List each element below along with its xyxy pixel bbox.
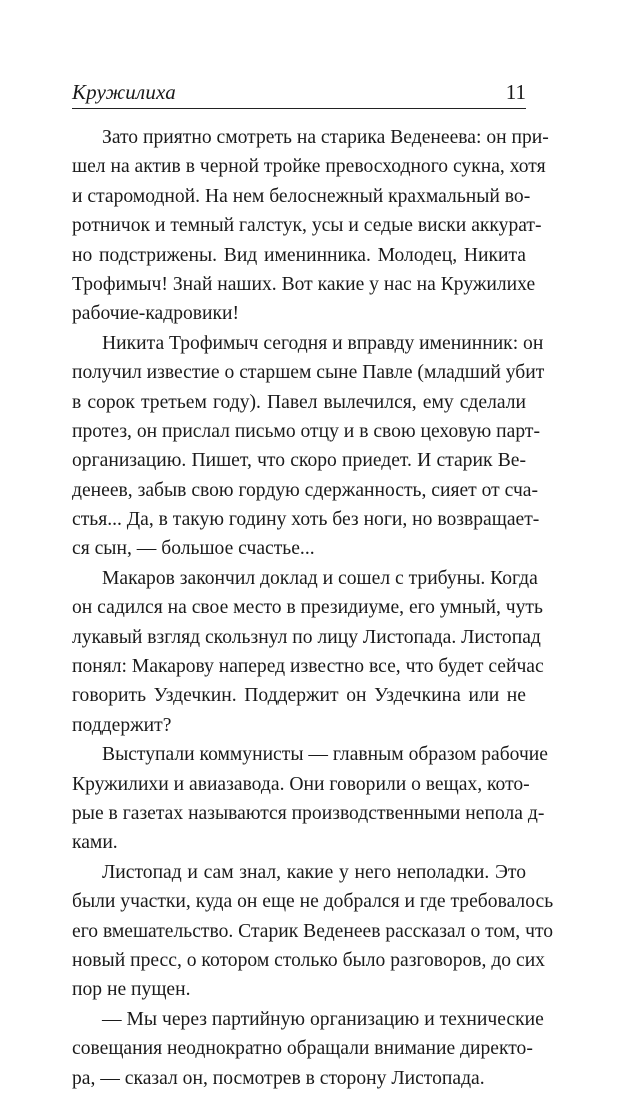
text-line: новый пресс, о котором столько было разговоров, до сих (72, 949, 545, 971)
text-line: ротничок и темный галстук, усы и седые виски аккурат- (72, 215, 542, 237)
text-line: ся сын, — большое счастье... (72, 538, 315, 560)
text-line: денеев, забыв свою гордую сдержанность, сияет от сча- (72, 479, 539, 501)
text-line: рабочие-кадровики! (72, 303, 240, 325)
text-line: в сорок третьем году). Павел вылечился, ему сделали (72, 391, 526, 413)
text-line: понял: Макарову наперед известно все, что будет сейчас (72, 656, 544, 678)
text-line: протез, он прислал письмо отцу и в свою цеховую парт- (72, 420, 540, 442)
text-line: — Мы через партийную организацию и технические (102, 1008, 544, 1030)
text-line: совещания неоднократно обращали внимание директо- (72, 1038, 533, 1060)
running-title: Кружилиха (72, 80, 177, 104)
text-line: Кружилихи и авиазавода. Они говорили о вещах, кото- (72, 773, 530, 795)
text-line: Никита Трофимыч сегодня и вправду именинник: он (102, 332, 544, 354)
text-line: пор не пущен. (72, 979, 191, 1001)
page-number: 11 (505, 80, 526, 104)
text-line: рые в газетах называются производственными непола д- (72, 802, 545, 824)
text-line: лукавый взгляд скользнул по лицу Листопада. Листопад (72, 626, 541, 648)
text-line: Листопад и сам знал, какие у него неполадки. Это (102, 861, 526, 883)
text-line: и старомодной. На нем белоснежный крахмальный во- (72, 185, 531, 207)
header-rule (72, 108, 526, 109)
text-line: ками. (72, 832, 118, 854)
text-line: организацию. Пишет, что скоро приедет. И старик Ве- (72, 450, 526, 472)
text-line: Выступали коммунисты — главным образом рабочие (102, 744, 548, 766)
text-line: стья... Да, в такую годину хоть без ноги, но возвращает- (72, 509, 540, 531)
text-line: шел на актив в черной тройке превосходного сукна, хотя (72, 156, 546, 178)
text-line: получил известие о старшем сыне Павле (младший убит (72, 362, 545, 384)
text-line: поддержит? (72, 714, 172, 736)
text-line: были участки, куда он еще не добрался и где требовалось (72, 891, 554, 913)
text-line: он садился на свое место в президиуме, его умный, чуть (72, 597, 543, 619)
text-line: но подстрижены. Вид именинника. Молодец, Никита (72, 244, 526, 266)
running-header (72, 78, 526, 108)
body-text (72, 123, 554, 1093)
text-line: Зато приятно смотреть на старика Веденеева: он при- (102, 127, 549, 148)
text-line: ра, — сказал он, посмотрев в сторону Листопада. (72, 1067, 485, 1089)
text-line: Трофимыч! Знай наших. Вот какие у нас на Кружилихе (72, 273, 536, 295)
text-line: говорить Уздечкин. Поддержит он Уздечкина или не (72, 685, 526, 707)
text-line: Макаров закончил доклад и сошел с трибуны. Когда (102, 567, 538, 589)
text-line: его вмешательство. Старик Веденеев рассказал о том, что (72, 920, 554, 942)
